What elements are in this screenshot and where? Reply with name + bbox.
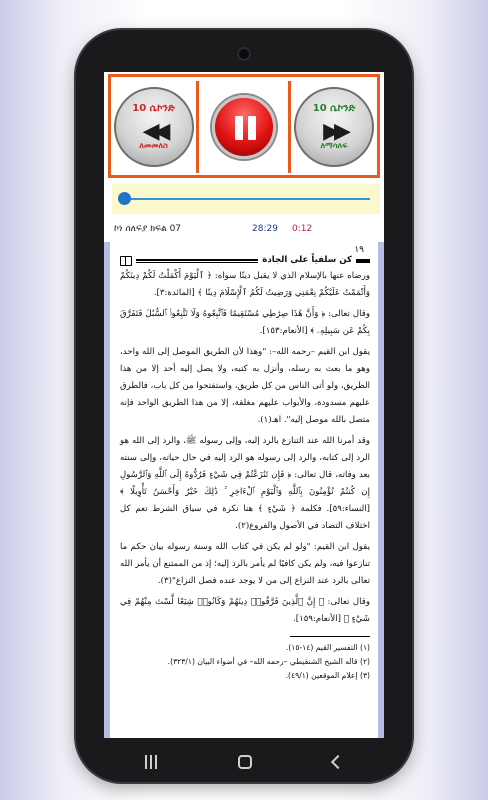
paragraph: وقد أمرنا الله عند التنازع بالرد إليه، وإلى رسوله ﷺ، والرد إلى الله هو الرد إلى كتابه، والرد إلى رسوله هو الرد إليه في حال حياته، وإلى سنته بعد وفاته، قال تعالى: ﴿ فَإِن تَنَٰزَعْتُمْ فِي شَيْءٍ فَرُدُّوهُ إِلَى ٱللَّهِ وَٱلرَّسُولِ إِن كُنتُمْ تُؤْمِنُونَ بِٱللَّهِ وَٱلْيَوْمِ ٱلْءَاخِرِ ۚ ذَٰلِكَ خَيْرٌ وَأَحْسَنُ تَأْوِيلًا ﴾ [النساء:٥٩]. فكلمة ﴿ شَيْءٍ ﴾ هنا نكرة في سياق الشرط تعم كل اختلاف التضاد في الأصول والفروع(٢). bbox=[120, 436, 370, 531]
paragraph: يقول ابن القيم: "ولو لم يكن في كتاب الله وسنة رسوله بيان حكم ما تنازعوا فيه، ولم يكن كافيًا لم يأمر بالرد إليه؛ إذ من الممتنع أن يأمر الله تعالى بالرد عند النزاع إلى من لا يوجد عنده فصل النزاع"(٣). bbox=[120, 542, 370, 586]
player-controls bbox=[104, 72, 384, 180]
page-title: كن سلفياً على الجادة bbox=[262, 255, 352, 265]
forward-button[interactable] bbox=[291, 81, 377, 173]
book-page[interactable] bbox=[104, 242, 384, 738]
page-body bbox=[114, 242, 376, 738]
page-title-row bbox=[120, 252, 370, 269]
back-icon[interactable] bbox=[331, 755, 345, 769]
paragraph: وقال تعالى: ﴿ وَأَنَّ هَٰذَا صِرَٰطِي مُسْتَقِيمًا فَٱتَّبِعُوهُ وَلَا تَتَّبِعُوا۟ ٱلسُّبُلَ فَتَفَرَّقَ بِكُمْ عَن سَبِيلِهِۦ ﴾ [الأنعام:١٥٣]. bbox=[120, 309, 370, 336]
double-right-arrow-icon: ▶▶ bbox=[323, 119, 345, 144]
recent-apps-icon[interactable] bbox=[145, 755, 157, 769]
book-icon bbox=[120, 256, 132, 266]
page-edge-left bbox=[104, 242, 110, 738]
phone-frame bbox=[76, 30, 412, 782]
pause-button[interactable] bbox=[199, 81, 291, 173]
seek-bar[interactable] bbox=[112, 184, 380, 214]
paragraph: وقال تعالى: ﴿ إِنَّ ٱلَّذِينَ فَرَّقُوا۟ دِينَهُمْ وَكَانُوا۟ شِيَعًا لَّسْتَ مِنْهُمْ فِي شَيْءٍ ﴾ [الأنعام:١٥٩]. bbox=[120, 597, 370, 624]
footnote: (٣) إعلام الموقعين (٤٩/١). bbox=[285, 671, 370, 680]
footnote-separator bbox=[290, 636, 370, 637]
pause-icon bbox=[212, 95, 276, 159]
page-header bbox=[120, 242, 370, 268]
double-left-arrow-icon: ◀◀ bbox=[142, 119, 165, 144]
seek-thumb[interactable] bbox=[118, 192, 131, 205]
seek-track bbox=[124, 198, 370, 200]
front-camera bbox=[237, 47, 251, 61]
elapsed-time: 28:29 bbox=[252, 224, 278, 234]
remaining-time: 0:12 bbox=[292, 224, 313, 234]
rewind-icon: 10 ሴኮንድ ◀◀ ለመመለስ bbox=[114, 87, 194, 167]
controls-frame bbox=[108, 74, 380, 178]
home-icon[interactable] bbox=[238, 755, 252, 769]
rewind-button[interactable] bbox=[111, 81, 199, 173]
footnote: (١) التفسير القيم (١٤-١٥). bbox=[285, 643, 370, 652]
track-info bbox=[104, 220, 384, 238]
page-number: ١٩ bbox=[354, 245, 364, 255]
paragraph: يقول ابن القيم –رحمه الله–: "وهذا لأن الطريق الموصل إلى الله واحد، وهو ما بعث به رسله، وأنزل به كتبه، ولا يصل إليه أحد إلا من هذا الطريق، ولو أتى الناس من كل طريق، واستفتحوا من كل باب، فالطرق عليهم مسدودة، والأبواب عليهم مغلقة، إلا من هذا الطريق الواحد فإنه متصل بالله موصل إليه". اهـ(١). bbox=[120, 347, 370, 425]
app-screen bbox=[104, 72, 384, 738]
system-nav-bar bbox=[104, 738, 384, 786]
page-edge-right bbox=[378, 242, 384, 738]
track-title: ኮነ ሰለፍያ ክፍል 07 bbox=[114, 224, 182, 234]
forward-icon: 10 ሴኮንድ ▶▶ ለማሳለፍ bbox=[294, 87, 374, 167]
paragraph: ورضاه عنها بالإسلام الذي لا يقبل دينًا سواه: ﴿ ٱلْيَوْمَ أَكْمَلْتُ لَكُمْ دِينَكُمْ وَأَتْمَمْتُ عَلَيْكُمْ نِعْمَتِي وَرَضِيتُ لَكُمُ ٱلْإِسْلَامَ دِينًا ﴾ [المائدة:٣]. bbox=[120, 271, 370, 298]
footnote: (٢) قاله الشيخ الشنقيطي –رحمه الله– في أضواء البيان (٣٢٣/١). bbox=[167, 657, 370, 666]
